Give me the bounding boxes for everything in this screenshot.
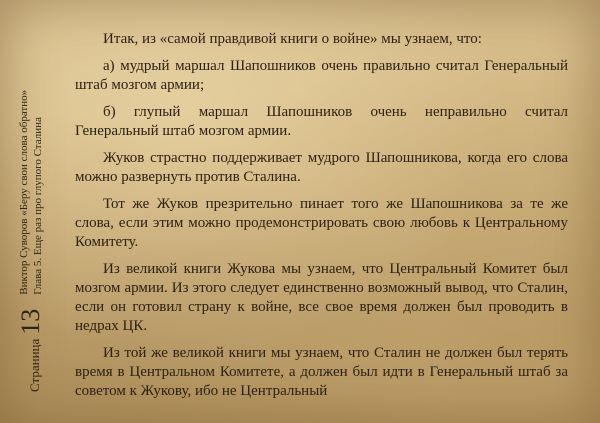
page-spine-header — [0, 0, 62, 423]
page-label — [18, 308, 44, 391]
paragraph: Тот же Жуков презрительно пинает того же Шапошникова за те же слова, если этим можно продемонстрировать свою любовь к Центральному Комитету. — [75, 196, 568, 250]
page-number: 13 — [16, 308, 45, 335]
paragraph: Жуков страстно поддерживает мудрого Шапошникова, когда его слова можно развернуть против Сталина. — [75, 150, 568, 185]
page-word: Страница — [27, 338, 42, 392]
page-text — [75, 30, 568, 409]
paragraph-item-b: б) глупый маршал Шапошников очень неправильно считал Генеральный штаб мозгом армии. — [75, 104, 568, 139]
paragraph: Из той же великой книги мы узнаем, что Сталин не должен был терять время в Центральном Комитете, а должен был идти в Генеральный штаб за советом к Жукову, ибо не Центральный — [75, 345, 568, 399]
spine-rotated-block — [3, 32, 59, 392]
chapter-title: Глава 5. Еще раз про глупого Сталина — [32, 116, 44, 295]
paragraph-intro: Итак, из «самой правдивой книги о войне» мы узнаем, что: — [103, 31, 482, 47]
book-info — [17, 89, 45, 294]
paragraph: Из великой книги Жукова мы узнаем, что Центральный Комитет был мозгом армии. Из этого следует единственно возможный вывод, что Сталин, если он готовил страну к войне, все свое время должен был проводить в недрах ЦК. — [75, 261, 568, 334]
book-title: Виктор Суворов «Беру свои слова обратно» — [18, 89, 30, 295]
paragraph-item-a: а) мудрый маршал Шапошников очень правильно считал Генеральный штаб мозгом армии; — [75, 58, 568, 93]
